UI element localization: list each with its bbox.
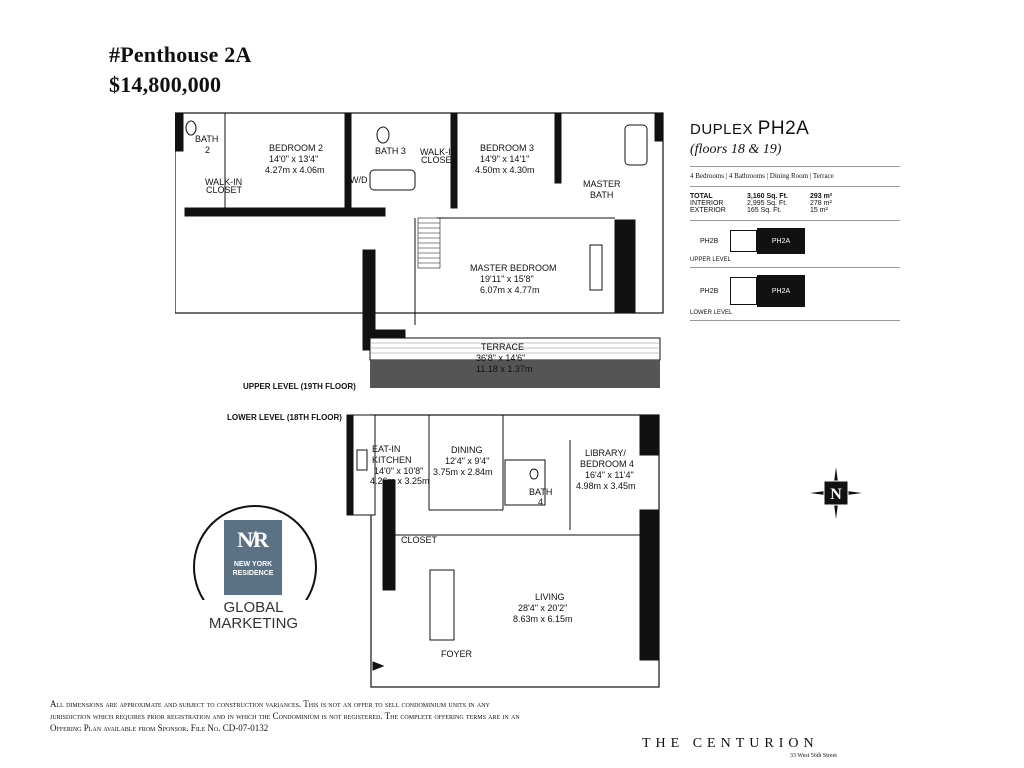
floors-subtitle: (floors 18 & 19) [690,142,782,157]
duplex-heading [690,118,900,140]
room-dining: DINING [451,445,483,455]
key-upper-left: PH2B [700,237,719,245]
duplex-code: PH2A [757,118,810,139]
room-bath3: BATH 3 [375,146,406,156]
compass-letter: N [830,486,842,503]
room-kitchen-imp: 14'0" x 10'8" [374,466,424,476]
room-bath4: BATH [529,487,553,497]
logo-line1: NEW YORK [233,561,273,568]
room-terrace-met: 11.18 x 1.37m [476,364,533,374]
logo-word1: GLOBAL [223,599,284,616]
key-lower-shape [730,277,757,305]
room-terrace: TERRACE [481,342,525,352]
duplex-word: DUPLEX [690,121,754,138]
room-kitchen-a: EAT-IN [372,444,401,454]
key-lower-caption: LOWER LEVEL [690,310,733,316]
upper-level-label: UPPER LEVEL (19TH FLOOR) [243,382,356,391]
room-dining-met: 3.75m x 2.84m [433,467,493,477]
room-mbath-b: BATH [590,190,614,200]
room-kitchen-met: 4.26m x 3.25m [370,476,430,486]
logo-words [191,600,316,632]
room-mbath-a: MASTER [583,179,621,189]
room-wd: W/D [350,175,368,185]
room-library-imp: 16'4" x 11'4" [585,470,634,480]
room-walkin2-a: WALK-IN [420,147,458,157]
lower-level-label: LOWER LEVEL (18TH FLOOR) [227,413,342,422]
disclaimer: All dimensions are approximate and subject to construction variances. This is not an offer to sell condominium units in any jurisdiction which requires prior registration and in which the Condominium is not registered. The complete offering terms are in an Offering Plan available from Sponsor. File No. CD-07-0132 [50,699,520,733]
room-dining-imp: 12'4" x 9'4" [445,456,490,466]
room-mbed-met: 6.07m x 4.77m [480,285,540,295]
area-table [690,186,900,214]
nyr-logo [191,505,316,645]
key-upper-shape [730,230,757,252]
room-walkin2-b: CLOSET [421,155,458,165]
compass-icon [808,465,864,521]
logo-mark: N̸R [237,527,269,552]
logo-box [224,520,282,595]
building-name: THE CENTURION [642,736,819,751]
unit-info-panel [690,118,900,321]
logo-line2: RESIDENCE [232,570,274,577]
room-mbed: MASTER BEDROOM [470,263,557,273]
key-upper-right: PH2A [757,228,805,254]
room-bed3: BEDROOM 3 [480,143,535,153]
features-line: 4 Bedrooms | 4 Bathrooms | Dining Room | Terrace [690,166,900,180]
room-bed3-imp: 14'9" x 14'1" [480,154,530,164]
room-terrace-imp: 36'8" x 14'6" [476,353,526,363]
room-foyer: FOYER [441,649,473,659]
room-living: LIVING [535,592,565,602]
logo-word2: MARKETING [208,615,299,632]
room-bath4-num: 4 [538,497,544,507]
room-closet: CLOSET [401,535,438,545]
room-bath2-num: 2 [205,145,211,155]
key-plan-upper [690,220,900,263]
key-upper-caption: UPPER LEVEL [690,257,732,263]
room-bath2: BATH [195,134,219,144]
room-living-met: 8.63m x 6.15m [513,614,573,624]
area-row: INTERIOR 2,995 Sq. Ft. 278 m² [690,200,832,207]
room-bed2-met: 4.27m x 4.06m [265,165,325,175]
room-library-b: BEDROOM 4 [580,459,635,469]
area-row: EXTERIOR 165 Sq. Ft. 15 m² [690,207,828,214]
room-bed2: BEDROOM 2 [269,143,324,153]
room-mbed-imp: 19'11" x 15'8" [480,274,534,284]
room-dresser: DRESSER [616,246,626,290]
room-library-met: 4.98m x 3.45m [576,481,636,491]
room-kitchen-b: KITCHEN [372,455,412,465]
room-bed2-imp: 14'0" x 13'4" [269,154,319,164]
room-living-imp: 28'4" x 20'2" [518,603,568,613]
key-plan-lower [690,267,900,316]
key-lower-right: PH2A [757,275,805,307]
room-library-a: LIBRARY/ [585,448,626,458]
room-bed3-met: 4.50m x 4.30m [475,165,535,175]
room-walkin1-b: CLOSET [206,185,243,195]
price: $14,800,000 [109,72,222,97]
panel-divider [690,320,900,321]
key-lower-left: PH2B [700,287,719,295]
room-walkin1-a: WALK-IN [205,177,243,187]
building-address: 33 West 56th Street [790,753,837,759]
area-row: TOTAL 3,160 Sq. Ft. 293 m² [690,193,833,200]
unit-title: #Penthouse 2A [109,42,252,67]
